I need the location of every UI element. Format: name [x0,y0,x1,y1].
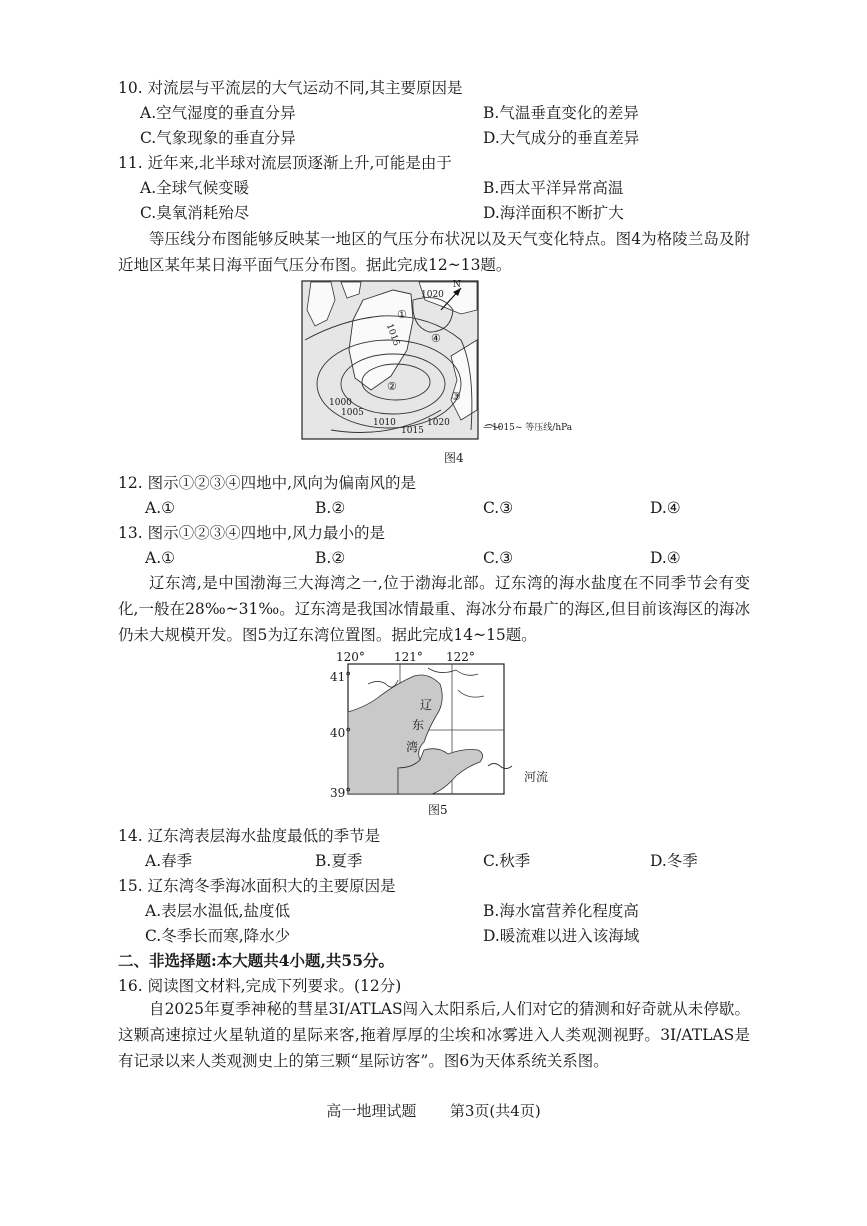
q13-stem: 13. 图示①②③④四地中,风力最小的是 [118,524,386,542]
q11-stem: 11. 近年来,北半球对流层顶逐渐上升,可能是由于 [118,154,452,172]
isobar-label: 1010 [373,418,396,428]
q15-option-d: D.暖流难以进入该海域 [483,927,640,945]
q10-option-c: C.气象现象的垂直分异 [140,129,296,147]
q14-option-b: B.夏季 [315,852,363,870]
q12-option-b: B.② [315,499,346,517]
q13-option-b: B.② [315,549,346,567]
lat-41: 41° [330,670,352,684]
q12-stem: 12. 图示①②③④四地中,风向为偏南风的是 [118,474,417,492]
lon-121: 121° [394,650,423,664]
q14-option-d: D.冬季 [650,852,698,870]
point-1: ① [397,308,407,321]
figure-5-map [328,650,568,800]
intro-14-15: 辽东湾,是中国渤海三大海湾之一,位于渤海北部。辽东湾的海水盐度在不同季节会有变化,一般在28‰~31‰。辽东湾是我国冰情最重、海冰分布最广的海区,但目前该海区的海冰仍未大规模开发。图5为辽东湾位置图。据此完成14~15题。 [118,574,750,644]
q15-option-a: A.表层水温低,盐度低 [145,902,291,920]
q12-option-a: A.① [145,499,176,517]
bay-label-2: 东 [412,718,425,732]
isobar-label: 1005 [341,408,364,418]
lon-122: 122° [446,650,475,664]
isobar-label: 1015 [383,322,402,348]
intro-12-13: 等压线分布图能够反映某一地区的气压分布状况以及天气变化特点。图4为格陵兰岛及附近地区某年某日海平面气压分布图。据此完成12~13题。 [118,230,750,274]
lat-40: 40° [330,726,352,740]
q16-stem: 16. 阅读图文材料,完成下列要求。(12分) [118,977,402,995]
isobar-label: 1020 [421,290,444,300]
bay-label-1: 辽 [420,698,433,712]
q11-option-d: D.海洋面积不断扩大 [483,204,624,222]
page-footer [0,1100,867,1121]
q15-option-c: C.冬季长而寒,降水少 [145,927,291,945]
q10-option-a: A.空气湿度的垂直分异 [140,104,296,122]
q10-option-b: B.气温垂直变化的差异 [483,104,639,122]
figure-4-map [301,280,601,442]
q12-option-d: D.④ [650,499,681,517]
lat-39: 39° [330,786,352,800]
isobar-label: 1015 [401,426,424,436]
point-3: ③ [451,390,461,403]
figure-5-caption: 图5 [428,803,448,817]
river-legend: 河流 [524,770,549,784]
bay-label-3: 湾 [406,740,419,754]
q15-option-b: B.海水富营养化程度高 [483,902,639,920]
q14-option-a: A.春季 [145,852,193,870]
q13-option-a: A.① [145,549,176,567]
q10-stem: 10. 对流层与平流层的大气运动不同,其主要原因是 [118,79,463,97]
footer-subject: 高一地理试题 [326,1102,417,1120]
point-2: ② [387,380,397,393]
q11-option-c: C.臭氧消耗殆尽 [140,204,250,222]
isobar-label: 1020 [427,418,450,428]
q10-option-d: D.大气成分的垂直差异 [483,129,640,147]
section-2-heading: 二、非选择题:本大题共4小题,共55分。 [118,951,394,970]
isobar-label: 1000 [329,398,352,408]
q13-option-d: D.④ [650,549,681,567]
q16-material: 自2025年夏季神秘的彗星3I/ATLAS闯入太阳系后,人们对它的猜测和好奇就从未停歇。这颗高速掠过火星轨道的星际来客,拖着厚厚的尘埃和冰雾进入人类观测视野。3I/ATLAS是有记录以来人类观测史上的第三颗“星际访客”。图6为天体系统关系图。 [118,1000,750,1070]
q12-option-c: C.③ [483,499,514,517]
q14-stem: 14. 辽东湾表层海水盐度最低的季节是 [118,827,381,845]
figure-4-legend: —1015~ 等压线/hPa [483,423,573,433]
q14-option-c: C.秋季 [483,852,531,870]
q11-option-b: B.西太平洋异常高温 [483,179,624,197]
footer-page-number: 第3页(共4页) [449,1102,541,1120]
q11-option-a: A.全球气候变暖 [140,179,250,197]
q13-option-c: C.③ [483,549,514,567]
point-4: ④ [431,332,441,345]
q15-stem: 15. 辽东湾冬季海冰面积大的主要原因是 [118,877,396,895]
figure-4-caption: 图4 [444,451,464,465]
north-label: N [453,280,461,290]
lon-120: 120° [336,650,365,664]
